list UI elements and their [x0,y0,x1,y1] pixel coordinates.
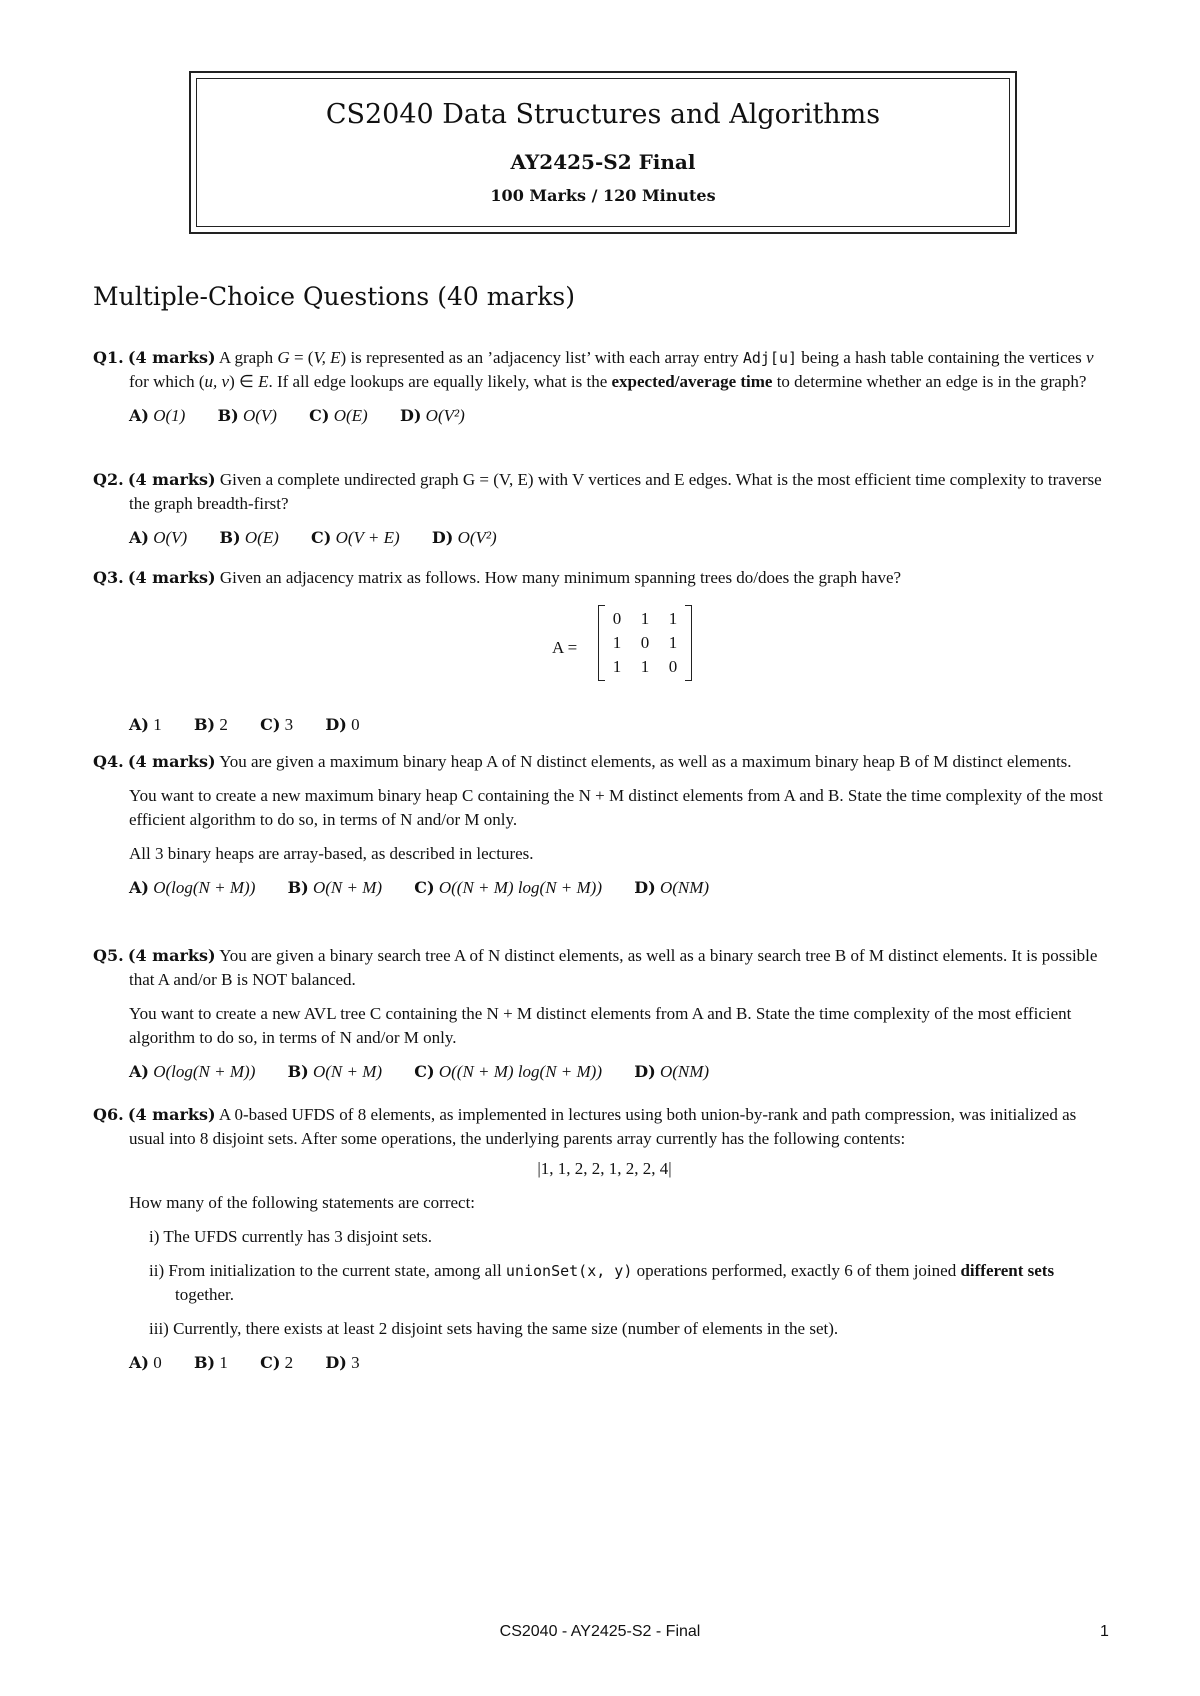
text: for which ( [129,372,205,391]
option-label: D) [634,1062,656,1081]
question-3-text [93,566,1116,590]
text: Given an adjacency matrix as follows. How many minimum spanning trees do/does the graph have? [219,568,902,587]
option-label: C) [260,715,281,734]
question-marks: (4 marks) [127,1105,216,1124]
option-text: 0 [351,715,360,734]
question-1-text [93,346,1116,394]
option-d[interactable] [400,406,465,425]
question-3 [93,566,1116,590]
question-4-text [93,750,1116,774]
option-label: A) [129,406,149,425]
statement-text: Currently, there exists at least 2 disjoint sets having the same size (number of elements in the set). [173,1319,839,1338]
option-text: O(V²) [457,528,497,547]
code: unionSet(x, y) [505,1262,633,1280]
code: Adj[u] [742,349,798,367]
statement-3 [149,1317,1116,1341]
statement-text: From initialization to the current state, among all [168,1261,506,1280]
question-marks: (4 marks) [127,752,216,771]
option-c[interactable] [311,528,400,547]
option-text: O(V + E) [335,528,400,547]
option-a[interactable] [129,406,185,425]
page-number: 1 [1100,1623,1109,1640]
option-text: 3 [284,715,294,734]
option-text: O(NM) [659,1062,710,1081]
option-text: O(log(N + M)) [153,878,256,897]
matrix-cell: 1 [640,657,650,676]
option-text: O(log(N + M)) [153,1062,256,1081]
option-text: O(V) [242,406,277,425]
question-6 [93,1103,1116,1375]
option-a[interactable] [129,715,162,734]
option-label: A) [129,715,149,734]
matrix-label: A = [552,638,578,657]
text: ) ∈ [229,372,259,391]
question-4-paragraph: You want to create a new maximum binary heap C containing the N + M distinct elements from A and B. State the time complexity of the most efficient algorithm to do so, in terms of N and/or M only. [129,786,1103,829]
question-number: Q1. [93,348,124,367]
question-1-options [93,404,1116,428]
emphasis: different sets [960,1261,1055,1280]
matrix-row [607,655,683,679]
matrix-cell: 0 [668,657,678,676]
text: . If all edge lookups are equally likely, what is the [268,372,612,391]
question-2-text [93,468,1116,516]
option-label: B) [217,406,239,425]
option-label: D) [325,715,347,734]
text: = ( [289,348,314,367]
section-title: Multiple-Choice Questions (40 marks) [93,282,575,311]
text: ) is represented as an ’adjacency list’ with each array entry [340,348,743,367]
matrix-cell: 0 [640,633,650,652]
option-label: C) [414,1062,435,1081]
emphasis: expected/average time [611,372,773,391]
option-label: C) [309,406,330,425]
question-4 [93,750,1116,900]
option-text: 0 [153,1353,162,1372]
option-b[interactable] [194,715,228,734]
question-marks: (4 marks) [127,470,216,489]
option-b[interactable] [219,528,278,547]
statement-text: together. [175,1285,235,1304]
matrix-cell: 1 [668,633,678,652]
option-label: A) [129,528,149,547]
matrix-cell: 1 [668,609,678,628]
option-text: O(1) [153,406,186,425]
exam-title: AY2425-S2 Final [510,150,696,174]
option-text: 2 [284,1353,294,1372]
option-d[interactable] [432,528,497,547]
question-4-options [93,876,1116,900]
option-label: C) [260,1353,281,1372]
option-text: 2 [219,715,228,734]
text: A graph [218,348,278,367]
text: to determine whether an edge is in the graph? [772,372,1087,391]
question-4-note: All 3 binary heaps are array-based, as described in lectures. [129,844,534,863]
matrix-row [607,631,683,655]
parents-array: |1, 1, 2, 2, 1, 2, 2, 4| [537,1159,672,1178]
matrix-cell: 1 [612,633,622,652]
question-1 [93,346,1116,428]
option-text: O(E) [244,528,279,547]
option-label: A) [129,1062,149,1081]
question-3-options [93,713,1116,737]
option-label: C) [311,528,332,547]
option-label: B) [287,878,309,897]
option-label: B) [219,528,241,547]
option-c[interactable] [414,878,602,897]
text: You are given a maximum binary heap A of N distinct elements, as well as a maximum binary heap B of M distinct elements. [219,752,1072,771]
question-6-text [93,1103,1116,1151]
option-text: 1 [153,715,162,734]
option-d[interactable] [634,878,709,897]
option-text: 3 [351,1353,360,1372]
option-label: B) [193,715,216,734]
option-label: D) [325,1353,347,1372]
statement-text: operations performed, exactly 6 of them joined [632,1261,961,1280]
question-marks: (4 marks) [127,946,216,965]
course-title: CS2040 Data Structures and Algorithms [325,99,881,130]
option-a[interactable] [129,528,187,547]
option-d[interactable] [634,1062,709,1081]
matrix-body [598,605,692,681]
option-text: 1 [219,1353,228,1372]
option-d[interactable] [325,715,359,734]
option-text: O(E) [333,406,368,425]
option-b[interactable] [288,1062,382,1081]
title-box-inner [196,78,1010,227]
option-c[interactable] [260,715,293,734]
option-label: B) [287,1062,309,1081]
marks-and-duration: 100 Marks / 120 Minutes [490,186,716,205]
title-box [189,71,1017,234]
option-text: O(V²) [425,406,465,425]
question-number: Q6. [93,1105,124,1124]
option-c[interactable] [260,1353,293,1372]
math: v [1085,348,1094,367]
option-label: C) [414,878,435,897]
matrix-row [607,607,683,631]
option-b[interactable] [194,1353,228,1372]
option-label: D) [634,878,656,897]
math: V, E [313,348,341,367]
matrix-cell: 0 [612,609,622,628]
question-2 [93,468,1116,550]
statement-2 [149,1259,1116,1307]
statement-text: The UFDS currently has 3 disjoint sets. [163,1227,433,1246]
math: E [258,372,269,391]
option-label: B) [193,1353,216,1372]
text: being a hash table containing the vertices [797,348,1086,367]
statement-label: ii) [149,1261,165,1280]
math: u, v [204,372,230,391]
question-5-paragraph: You want to create a new AVL tree C containing the N + M distinct elements from A and B. State the time complexity of the most efficient algorithm to do so, in terms of N and/or M only. [129,1004,1072,1047]
question-2-options [93,526,1116,550]
question-5-text [93,944,1116,992]
option-text: O((N + M) log(N + M)) [438,878,603,897]
matrix-cell: 1 [640,609,650,628]
option-text: O(V) [153,528,188,547]
math: G [277,348,290,367]
option-label: A) [129,1353,149,1372]
option-text: O((N + M) log(N + M)) [438,1062,603,1081]
question-number: Q5. [93,946,124,965]
text: Given a complete undirected graph G = (V, E) with V vertices and E edges. What is the most efficient time complexity to traverse the graph breadth-first? [129,470,1102,513]
statement-label: i) [149,1227,160,1246]
question-5 [93,944,1116,1084]
matrix-cell: 1 [612,657,622,676]
option-b[interactable] [218,406,277,425]
option-label: D) [431,528,454,547]
option-text: O(N + M) [312,1062,383,1081]
option-label: D) [399,406,422,425]
question-number: Q4. [93,752,124,771]
question-number: Q2. [93,470,124,489]
question-number: Q3. [93,568,124,587]
text: You are given a binary search tree A of N distinct elements, as well as a binary search tree B of M distinct elements. It is possible that A and/or B is NOT balanced. [129,946,1098,989]
text: A 0-based UFDS of 8 elements, as implemented in lectures using both union-by-rank and path compression, was initialized as usual into 8 disjoint sets. After some operations, the underlying parents array currently has the following contents: [129,1105,1077,1148]
option-text: O(NM) [659,878,710,897]
option-d[interactable] [325,1353,359,1372]
option-text: O(N + M) [312,878,383,897]
option-b[interactable] [288,878,382,897]
question-6-options [93,1351,1116,1375]
page-footer: CS2040 - AY2425-S2 - Final [499,1623,701,1640]
statement-list [93,1225,1116,1341]
option-c[interactable] [309,406,368,425]
statement-1 [149,1225,1116,1249]
option-label: A) [129,878,149,897]
question-marks: (4 marks) [127,568,216,587]
option-c[interactable] [414,1062,602,1081]
question-6-prompt: How many of the following statements are correct: [129,1193,476,1212]
option-a[interactable] [129,1353,162,1372]
statement-label: iii) [149,1319,169,1338]
option-a[interactable] [129,878,255,897]
question-5-options [93,1060,1116,1084]
option-a[interactable] [129,1062,255,1081]
question-3-options-block [93,713,1116,737]
question-marks: (4 marks) [127,348,216,367]
